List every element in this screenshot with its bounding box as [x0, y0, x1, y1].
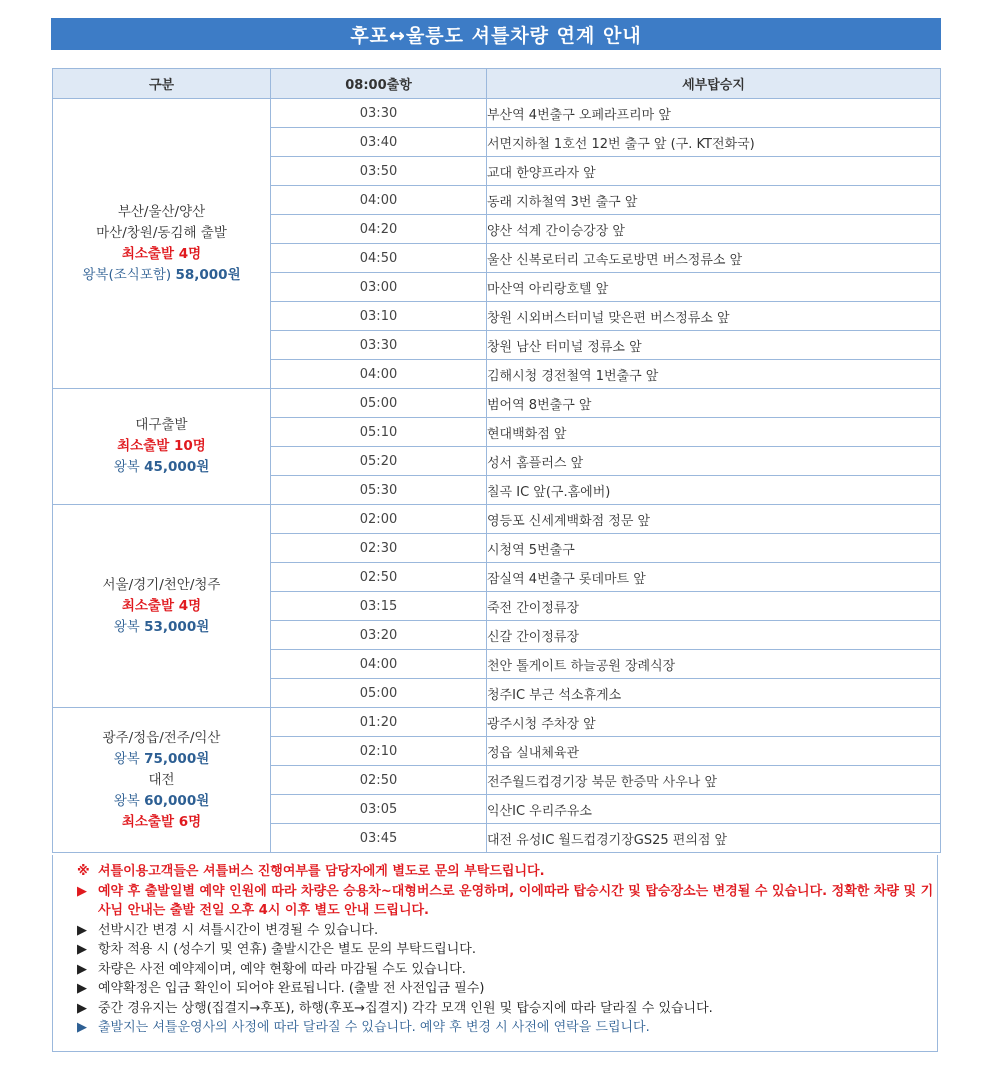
notice-text: 중간 경유지는 상행(집결지→후포), 하행(후포→집결지) 각각 모객 인원 및 탑승지에 따라 달라질 수 있습니다.	[98, 1000, 713, 1016]
departure-time: 02:50	[271, 563, 487, 592]
notice-item	[77, 862, 937, 882]
notice-item	[77, 999, 937, 1019]
departure-time: 03:20	[271, 621, 487, 650]
departure-time: 02:30	[271, 534, 487, 563]
boarding-stop: 양산 석계 간이승강장 앞	[487, 215, 941, 244]
notice-text: 예약확정은 입금 확인이 되어야 완료됩니다. (출발 전 사전입금 필수)	[98, 981, 485, 996]
departure-time: 04:00	[271, 650, 487, 679]
departure-time: 04:20	[271, 215, 487, 244]
region-name: 대전	[148, 771, 175, 788]
region-name: 광주/정읍/전주/익산	[102, 729, 221, 746]
departure-time: 05:10	[271, 418, 487, 447]
boarding-stop: 서면지하철 1호선 12번 출구 앞 (구. KT전화국)	[487, 128, 941, 157]
notice-text: 선박시간 변경 시 셔틀시간이 변경될 수 있습니다.	[98, 922, 379, 938]
boarding-stop: 영등포 신세계백화점 정문 앞	[487, 505, 941, 534]
arrow-bullet-icon: ▶	[77, 961, 87, 977]
header-departure: 08:00출항	[271, 69, 487, 99]
notice-item	[77, 979, 937, 999]
notice-text: 차량은 사전 예약제이며, 예약 현황에 따라 마감될 수도 있습니다.	[98, 961, 466, 977]
boarding-stop: 부산역 4번출구 오페라프리마 앞	[487, 99, 941, 128]
boarding-stop: 시청역 5번출구	[487, 534, 941, 563]
boarding-stop: 김해시청 경전철역 1번출구 앞	[487, 360, 941, 389]
notice-section	[52, 855, 938, 1052]
region-group-cell	[53, 389, 271, 505]
minimum-label: 최소출발	[121, 813, 175, 830]
departure-time: 05:30	[271, 476, 487, 505]
departure-time: 02:50	[271, 766, 487, 795]
departure-time: 03:05	[271, 795, 487, 824]
fare-label: 왕복	[113, 618, 140, 635]
departure-time: 03:15	[271, 592, 487, 621]
boarding-stop: 익산IC 우리주유소	[487, 795, 941, 824]
table-row	[53, 99, 941, 128]
boarding-stop: 창원 남산 터미널 정류소 앞	[487, 331, 941, 360]
departure-time: 03:40	[271, 128, 487, 157]
notice-text: 셔틀이용고객들은 셔틀버스 진행여부를 담당자에게 별도로 문의 부탁드립니다.	[98, 864, 545, 879]
arrow-bullet-icon: ▶	[77, 922, 87, 938]
boarding-stop: 성서 홈플러스 앞	[487, 447, 941, 476]
minimum-value: 4명	[178, 245, 202, 262]
region-group-cell	[53, 708, 271, 853]
region-name: 마산/창원/동김해 출발	[96, 224, 227, 241]
boarding-stop: 전주월드컵경기장 북문 한증막 사우나 앞	[487, 766, 941, 795]
minimum-label: 최소출발	[117, 438, 170, 454]
departure-time: 03:30	[271, 99, 487, 128]
boarding-stop: 천안 톨게이트 하늘공원 장례식장	[487, 650, 941, 679]
boarding-stop: 정읍 실내체육관	[487, 737, 941, 766]
minimum-departure	[53, 436, 270, 457]
page-title: 후포↔울릉도 셔틀차량 연계 안내	[51, 18, 941, 50]
notice-text: 예약 후 출발일별 예약 인원에 따라 차량은 승용차~대형버스로 운영하며, 이에따라 탑승시간 및 탑승장소는 변경될 수 있습니다. 정확한 차량 및 기사님 안내는 출발 전일 오후 4시 이후 별도 안내 드립니다.	[98, 883, 934, 918]
boarding-stop: 범어역 8번출구 앞	[487, 389, 941, 418]
boarding-stop: 잠실역 4번출구 롯데마트 앞	[487, 563, 941, 592]
departure-time: 03:10	[271, 302, 487, 331]
header-stop: 세부탑승지	[487, 69, 941, 99]
departure-time: 04:00	[271, 360, 487, 389]
fare-label: 왕복	[113, 459, 140, 475]
round-trip-fare	[53, 617, 270, 638]
minimum-label: 최소출발	[121, 245, 175, 262]
boarding-stop: 신갈 간이정류장	[487, 621, 941, 650]
boarding-stop: 현대백화점 앞	[487, 418, 941, 447]
boarding-stop: 울산 신복로터리 고속도로방면 버스정류소 앞	[487, 244, 941, 273]
notice-item	[77, 960, 937, 980]
departure-time: 03:45	[271, 824, 487, 853]
fare-value: 45,000원	[144, 459, 210, 475]
fare-label: 왕복	[113, 792, 140, 809]
boarding-stop: 청주IC 부근 석소휴게소	[487, 679, 941, 708]
boarding-stop: 마산역 아리랑호텔 앞	[487, 273, 941, 302]
notice-item	[77, 1018, 937, 1038]
table-row	[53, 505, 941, 534]
table-header-row	[53, 69, 941, 99]
departure-time: 04:50	[271, 244, 487, 273]
notice-item	[77, 940, 937, 960]
fare-value: 60,000원	[144, 792, 210, 809]
fare-value: 58,000원	[175, 266, 241, 283]
departure-time: 05:20	[271, 447, 487, 476]
fare-value: 75,000원	[144, 750, 210, 767]
boarding-stop: 광주시청 주차장 앞	[487, 708, 941, 737]
arrow-bullet-icon: ▶	[77, 1020, 87, 1035]
shuttle-schedule-table	[52, 68, 941, 853]
reference-mark-icon: ※	[77, 864, 90, 879]
minimum-departure	[53, 596, 270, 617]
fare-label: 왕복	[113, 750, 140, 767]
boarding-stop: 대전 유성IC 월드컵경기장GS25 편의점 앞	[487, 824, 941, 853]
fare-label: 왕복(조식포함)	[82, 266, 172, 283]
minimum-label: 최소출발	[121, 597, 175, 614]
departure-time: 05:00	[271, 679, 487, 708]
departure-time: 03:50	[271, 157, 487, 186]
region-name: 서울/경기/천안/청주	[102, 576, 221, 593]
region-group-cell	[53, 99, 271, 389]
round-trip-fare	[53, 265, 270, 286]
departure-time: 03:30	[271, 331, 487, 360]
notice-text: 항차 적용 시 (성수기 및 연휴) 출발시간은 별도 문의 부탁드립니다.	[98, 942, 476, 957]
minimum-departure	[53, 812, 270, 833]
arrow-bullet-icon: ▶	[77, 883, 87, 899]
schedule-body	[53, 99, 941, 853]
minimum-value: 10명	[174, 438, 206, 454]
minimum-value: 6명	[178, 813, 202, 830]
round-trip-fare	[53, 457, 270, 478]
departure-time: 03:00	[271, 273, 487, 302]
departure-time: 02:10	[271, 737, 487, 766]
fare-value: 53,000원	[144, 618, 210, 635]
notice-item	[77, 921, 937, 941]
departure-time: 04:00	[271, 186, 487, 215]
boarding-stop: 창원 시외버스터미널 맞은편 버스정류소 앞	[487, 302, 941, 331]
notice-text: 출발지는 셔틀운영사의 사정에 따라 달라질 수 있습니다. 예약 후 변경 시 사전에 연락을 드립니다.	[98, 1020, 650, 1035]
region-name: 부산/울산/양산	[117, 203, 206, 220]
minimum-value: 4명	[178, 597, 202, 614]
boarding-stop: 죽전 간이정류장	[487, 592, 941, 621]
minimum-departure	[53, 244, 270, 265]
round-trip-fare	[53, 791, 270, 812]
arrow-bullet-icon: ▶	[77, 942, 87, 957]
region-name: 대구출발	[135, 417, 188, 433]
boarding-stop: 동래 지하철역 3번 출구 앞	[487, 186, 941, 215]
round-trip-fare	[53, 749, 270, 770]
departure-time: 05:00	[271, 389, 487, 418]
table-row	[53, 389, 941, 418]
notice-item	[77, 882, 937, 921]
boarding-stop: 교대 한양프라자 앞	[487, 157, 941, 186]
table-row	[53, 708, 941, 737]
arrow-bullet-icon: ▶	[77, 981, 87, 996]
header-category: 구분	[53, 69, 271, 99]
region-group-cell	[53, 505, 271, 708]
boarding-stop: 칠곡 IC 앞(구.홈에버)	[487, 476, 941, 505]
departure-time: 02:00	[271, 505, 487, 534]
arrow-bullet-icon: ▶	[77, 1000, 87, 1016]
departure-time: 01:20	[271, 708, 487, 737]
